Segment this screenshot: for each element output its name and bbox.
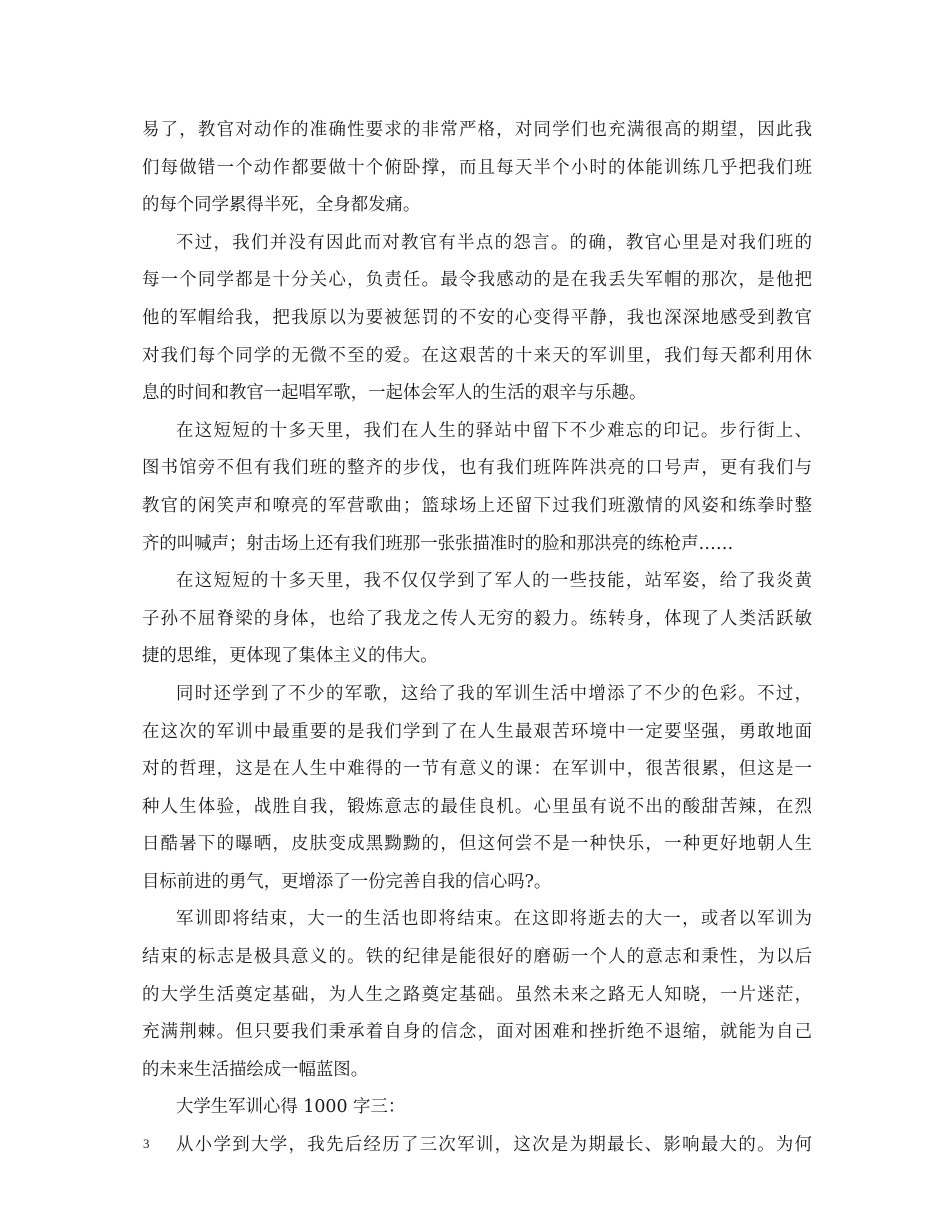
text-line: 在这短短的十多天里，我不仅仅学到了军人的一些技能，站军姿，给了我炎黄 (176, 571, 812, 592)
text-line: 的大学生活奠定基础，为人生之路奠定基础。虽然未来之路无人知晓，一片迷茫， (142, 984, 812, 1005)
text-line: 大学生军训心得 1000 字三： (176, 1097, 406, 1118)
text-line: 息的时间和教官一起唱军歌，一起体会军人的生活的艰辛与乐趣。 (142, 383, 647, 404)
text-line: 子孙不屈脊梁的身体，也给了我龙之传人无穷的毅力。练转身，体现了人类活跃敏 (142, 608, 812, 629)
text-line: 易了，教官对动作的准确性要求的非常严格，对同学们也充满很高的期望，因此我 (142, 120, 812, 140)
text-line: 捷的思维，更体现了集体主义的伟大。 (142, 646, 438, 667)
text-line: 种人生体验，战胜自我，锻炼意志的最佳良机。心里虽有说不出的酸甜苦辣，在烈 (142, 796, 812, 817)
text-line: 在这短短的十多天里，我们在人生的驿站中留下不少难忘的印记。步行街上、 (176, 420, 812, 441)
text-line: 在这次的军训中最重要的是我们学到了在人生最艰苦环境中一定要坚强，勇敢地面 (142, 721, 812, 742)
text-line: 的每个同学累得半死，全身都发痛。 (142, 195, 421, 216)
page-number: 3 (143, 1136, 150, 1151)
text-line: 结束的标志是极具意义的。铁的纪律是能很好的磨砺一个人的意志和秉性，为以后 (142, 947, 812, 968)
text-line: 齐的叫喊声；射击场上还有我们班那一张张描准时的脸和那洪亮的练枪声…… (142, 533, 734, 554)
document-body (142, 112, 812, 1165)
text-line: 充满荆棘。但只要我们秉承着自身的信念，面对困难和挫折绝不退缩，就能为自己 (142, 1022, 812, 1043)
text-line: 对我们每个同学的无微不至的爱。在这艰苦的十来天的军训里，我们每天都利用休 (142, 345, 812, 366)
text-line: 图书馆旁不但有我们班的整齐的步伐，也有我们班阵阵洪亮的口号声，更有我们与 (142, 458, 812, 479)
text-line: 不过，我们并没有因此而对教官有半点的怨言。的确，教官心里是对我们班的 (176, 232, 812, 253)
text-line: 他的军帽给我，把我原以为要被惩罚的不安的心变得平静，我也深深地感受到教官 (142, 307, 812, 328)
text-line: 同时还学到了不少的军歌，这给了我的军训生活中增添了不少的色彩。不过， (176, 683, 812, 704)
text-line: 教官的闲笑声和嘹亮的军营歌曲；篮球场上还留下过我们班激情的风姿和练拳时整 (142, 495, 812, 516)
text-line: 目标前进的勇气，更增添了一份完善自我的信心吗?。 (142, 871, 552, 892)
text-line: 每一个同学都是十分关心，负责任。最令我感动的是在我丢失军帽的那次，是他把 (142, 270, 812, 291)
text-line: 对的哲理，这是在人生中难得的一节有意义的课：在军训中，很苦很累，但这是一 (142, 759, 812, 780)
text-line: 的未来生活描绘成一幅蓝图。 (142, 1059, 369, 1080)
text-line: 从小学到大学，我先后经历了三次军训，这次是为期最长、影响最大的。为何 (176, 1135, 812, 1156)
text-line: 军训即将结束，大一的生活也即将结束。在这即将逝去的大一，或者以军训为 (176, 909, 812, 930)
text-line: 们每做错一个动作都要做十个俯卧撑，而且每天半个小时的体能训练几乎把我们班 (142, 157, 812, 178)
text-line: 日酷暑下的曝晒，皮肤变成黑黝黝的，但这何尝不是一种快乐，一种更好地朝人生 (142, 834, 812, 855)
